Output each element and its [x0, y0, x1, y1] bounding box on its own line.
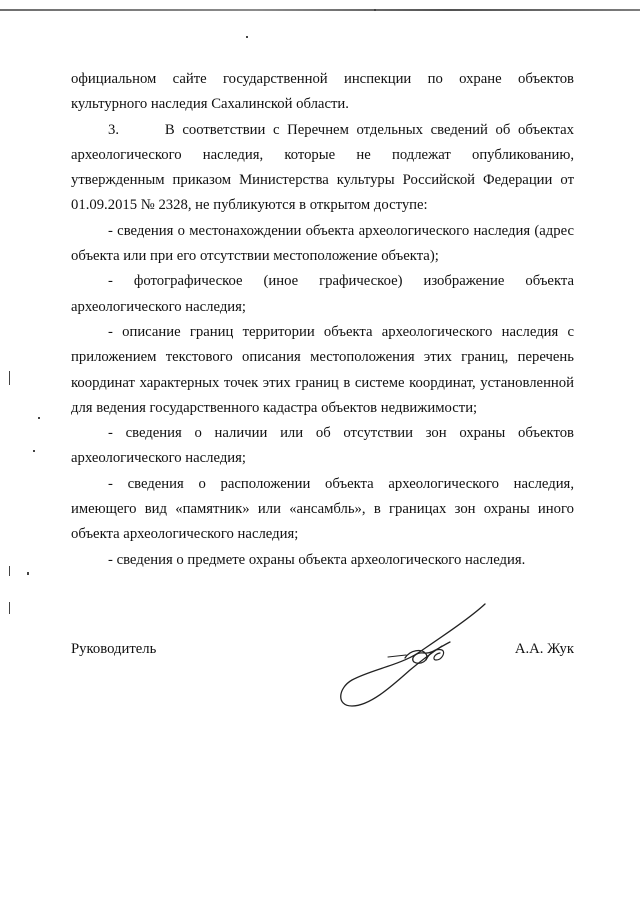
- scan-speck: [38, 417, 40, 419]
- scan-speck: [374, 9, 376, 11]
- bullet-photo: - фотографическое (иное графическое) изображение объекта археологического наследия;: [71, 273, 574, 315]
- handwritten-signature-icon: [330, 598, 500, 718]
- signer-name: А.А. Жук: [514, 641, 574, 657]
- bullet-boundaries: - описание границ территории объекта археологического наследия с приложением текстового описания местоположения этих границ, перечень координат характерных точек этих границ в системе координат, установленной для ведения государственного кадастра объектов недвижимости;: [71, 323, 574, 416]
- scan-speck: [9, 566, 10, 576]
- bullet-monument-location: - сведения о расположении объекта археологического наследия, имеющего вид «памятник» или «ансамбль», в границах зон охраны иного объекта археологического наследия;: [71, 475, 574, 543]
- signer-title: Руководитель: [71, 641, 157, 657]
- bullet-protection-subject: - сведения о предмете охраны объекта археологического наследия.: [108, 551, 526, 568]
- scan-speck: [246, 36, 248, 38]
- scan-speck: [27, 572, 29, 575]
- document-body: [71, 67, 574, 573]
- paragraph-item-3: 3. В соответствии с Перечнем отдельных сведений об объектах археологического наследия, которые не подлежат опубликованию, утвержденным приказом Министерства культуры Российской Федерации от 01.09.2015 № 2328, не публикуются в открытом доступе:: [71, 121, 574, 214]
- scan-speck: [9, 602, 10, 614]
- paragraph-continuation: официальном сайте государственной инспекции по охране объектов культурного наследия Сахалинской области.: [71, 71, 574, 113]
- bullet-protection-zones: - сведения о наличии или об отсутствии зон охраны объектов археологического наследия;: [71, 425, 574, 467]
- scan-speck: [9, 371, 10, 385]
- bullet-location: - сведения о местонахождении объекта археологического наследия (адрес объекта или при его отсутствии местоположение объекта);: [71, 222, 574, 265]
- scan-top-edge: [0, 9, 640, 11]
- scan-speck: [33, 450, 35, 452]
